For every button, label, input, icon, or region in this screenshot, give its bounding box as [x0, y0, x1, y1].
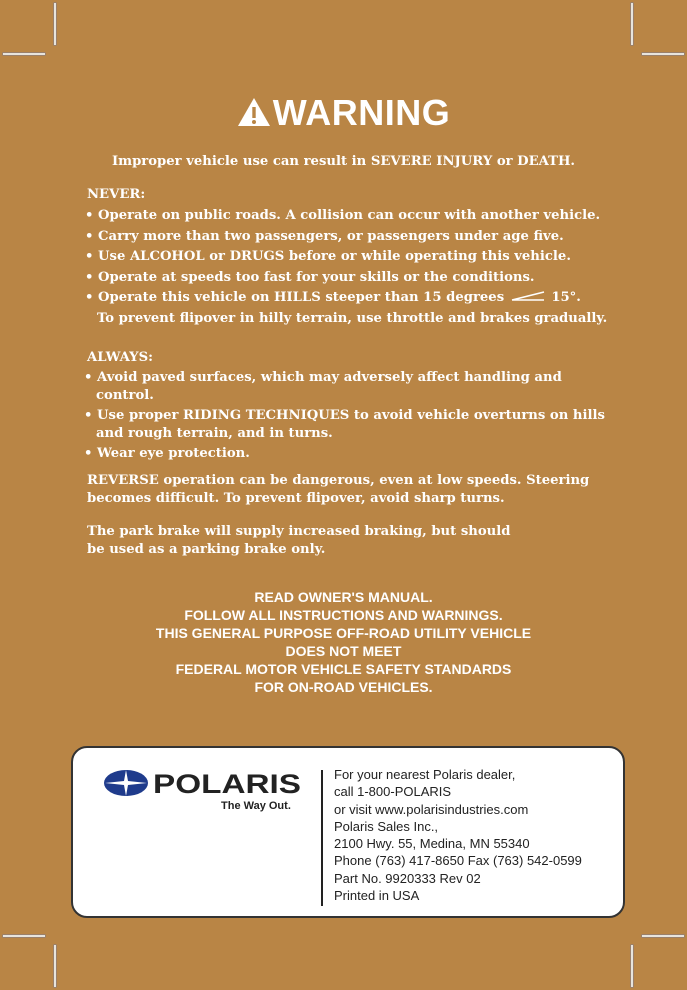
list-item: • Operate on public roads. A collision can occur with another vehicle.: [85, 208, 601, 223]
always-list: [84, 369, 624, 463]
crop-mark: [631, 3, 633, 45]
crop-mark: [54, 945, 56, 987]
contact-info: [334, 766, 582, 904]
contact-line: Polaris Sales Inc.,: [334, 818, 439, 834]
list-item: • Use ALCOHOL or DRUGS before or while operating this vehicle.: [85, 249, 571, 264]
list-item: • Avoid paved surfaces, which may adversely affect handling and control.: [84, 370, 562, 403]
contact-line: or visit www.polarisindustries.com: [334, 801, 529, 817]
always-heading: ALWAYS:: [87, 350, 153, 365]
list-item: • Carry more than two passengers, or passengers under age five.: [85, 228, 564, 244]
notice-line: FEDERAL MOTOR VEHICLE SAFETY STANDARDS: [175, 661, 512, 677]
crop-mark: [3, 935, 45, 937]
reverse-warning: REVERSE operation can be dangerous, even at low speeds. Steering becomes difficult. To prevent flipover, avoid sharp turns.: [87, 473, 590, 506]
warning-title-text: WARNING: [272, 92, 451, 133]
list-item: • Wear eye protection.: [84, 446, 250, 461]
list-item: • Use proper RIDING TECHNIQUES to avoid vehicle overturns on hills and rough terrain, and in turns.: [84, 408, 605, 441]
notice-line: DOES NOT MEET: [285, 643, 402, 659]
svg-text:The Way Out.: The Way Out.: [221, 800, 291, 812]
warning-triangle-icon: [237, 97, 271, 127]
dealer-info-box: [71, 746, 625, 918]
polaris-logo: [103, 765, 313, 819]
notice-line: FOLLOW ALL INSTRUCTIONS AND WARNINGS.: [184, 607, 503, 623]
hills-note: To prevent flipover in hilly terrain, use throttle and brakes gradually.: [97, 310, 608, 326]
contact-line: Printed in USA: [334, 888, 420, 904]
divider: [321, 770, 323, 906]
notice-block: [0, 588, 687, 696]
notice-line: FOR ON-ROAD VEHICLES.: [254, 679, 433, 695]
crop-mark: [642, 53, 684, 55]
contact-line: Phone (763) 417-8650 Fax (763) 542-0599: [334, 853, 582, 869]
never-list: [85, 206, 645, 329]
list-item: • Operate at speeds too fast for your skills or the conditions.: [85, 269, 535, 285]
notice-line: THIS GENERAL PURPOSE OFF-ROAD UTILITY VEHICLE: [155, 625, 532, 641]
crop-mark: [642, 935, 684, 937]
park-brake-note: The park brake will supply increased braking, but should be used as a parking brake only.: [87, 524, 511, 557]
crop-mark: [631, 945, 633, 987]
never-heading: NEVER:: [87, 187, 146, 202]
slope-angle-icon: [511, 291, 545, 301]
polaris-star-icon: [103, 765, 313, 815]
contact-line: call 1-800-POLARIS: [334, 784, 452, 800]
contact-line: Part No. 9920333 Rev 02: [334, 870, 481, 886]
crop-mark: [54, 3, 56, 45]
crop-mark: [3, 53, 45, 55]
contact-line: 2100 Hwy. 55, Medina, MN 55340: [334, 836, 530, 852]
warning-title: [0, 92, 687, 134]
angle-label: 15°.: [551, 290, 581, 305]
svg-text:POLARIS: POLARIS: [153, 769, 301, 799]
contact-line: For your nearest Polaris dealer,: [334, 767, 516, 782]
list-item: • Operate this vehicle on HILLS steeper than 15 degrees 15°. To prevent flipover in hilly terrain, use throttle and brakes gradually.: [85, 290, 608, 326]
notice-line: READ OWNER'S MANUAL.: [254, 589, 433, 605]
intro-text: Improper vehicle use can result in SEVERE INJURY or DEATH.: [111, 154, 576, 169]
